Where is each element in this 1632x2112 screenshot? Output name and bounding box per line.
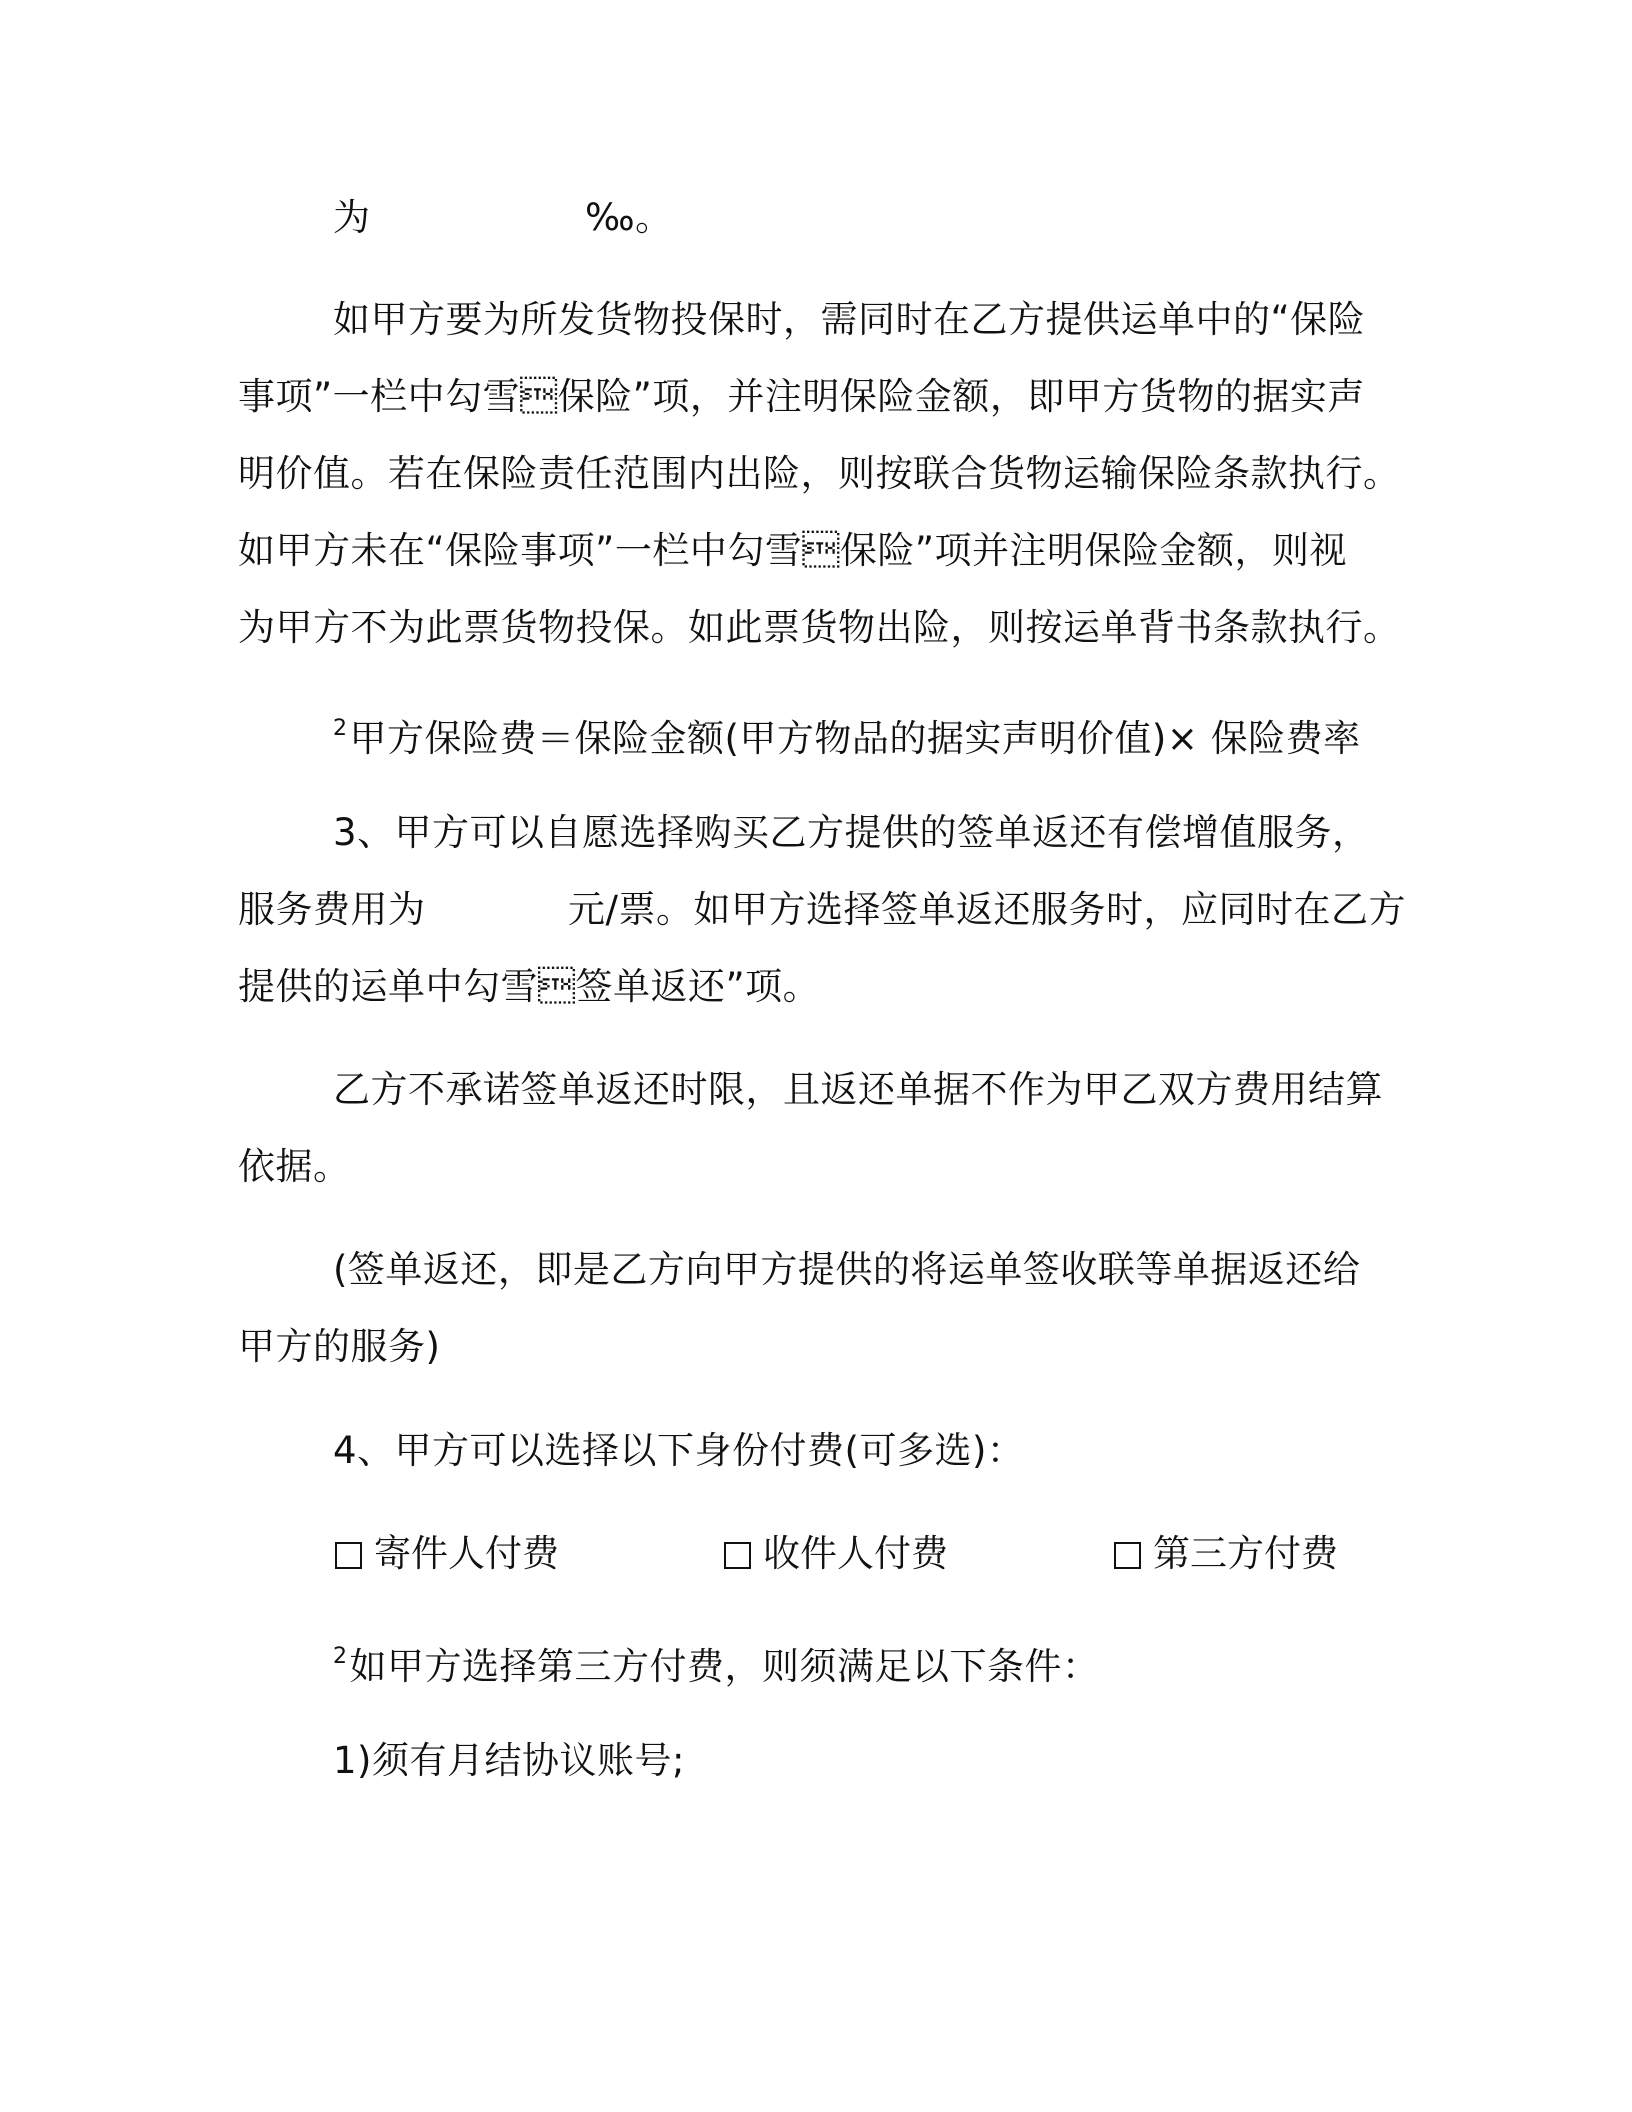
text-fragment: ‰。 <box>585 196 673 239</box>
option-label: 收件人付费 <box>763 1532 948 1575</box>
text-line-18: 1)须有月结协议账号; <box>333 1739 685 1782</box>
checkbox-third-party-pays[interactable] <box>1114 1542 1141 1569</box>
option-sender-pays[interactable] <box>335 1528 559 1580</box>
formula-line <box>333 703 1361 765</box>
option-third-party-pays[interactable] <box>1114 1528 1338 1580</box>
text-line-13: (签单返还，即是乙方向甲方提供的将运单签收联等单据返还给 <box>333 1248 1361 1291</box>
text-line-1 <box>333 192 673 244</box>
text-line-15: 4、甲方可以选择以下身份付费(可多选)： <box>333 1429 1025 1472</box>
text-line-2: 如甲方要为所发货物投保时，需同时在乙方提供运单中的“保险 <box>333 298 1366 341</box>
text-line-3: 事项”一栏中勾雪保险”项，并注明保险金额，即甲方货物的据实声 <box>238 375 1365 418</box>
condition-text: 如甲方选择第三方付费，则须满足以下条件： <box>349 1645 1100 1688</box>
text-line-12: 依据。 <box>238 1145 351 1188</box>
text-line-8: 3、甲方可以自愿选择购买乙方提供的签单返还有偿增值服务， <box>333 811 1370 854</box>
superscript-marker: 2 <box>333 716 348 741</box>
option-receiver-pays[interactable] <box>724 1528 948 1580</box>
formula-text: 甲方保险费＝保险金额(甲方物品的据实声明价值)× 保险费率 <box>349 717 1361 760</box>
superscript-marker: 2 <box>333 1644 348 1669</box>
text-fragment: 元/票。如甲方选择签单返还服务时，应同时在乙方 <box>568 888 1406 931</box>
text-line-5: 如甲方未在“保险事项”一栏中勾雪保险”项并注明保险金额，则视 <box>238 529 1348 572</box>
text-line-14: 甲方的服务) <box>238 1325 441 1368</box>
checkbox-sender-pays[interactable] <box>335 1542 362 1569</box>
text-line-4: 明价值。若在保险责任范围内出险，则按联合货物运输保险条款执行。 <box>238 452 1401 495</box>
text-fragment: 为 <box>333 196 371 239</box>
text-line-11: 乙方不承诺签单返还时限，且返还单据不作为甲乙双方费用结算 <box>333 1068 1383 1111</box>
text-line-9 <box>238 884 1406 936</box>
text-fragment: 服务费用为 <box>238 888 426 931</box>
checkbox-receiver-pays[interactable] <box>724 1542 751 1569</box>
text-line-10: 提供的运单中勾雪签单返还”项。 <box>238 965 821 1008</box>
option-label: 第三方付费 <box>1153 1532 1338 1575</box>
condition-line <box>333 1631 1100 1693</box>
option-label: 寄件人付费 <box>374 1532 559 1575</box>
text-line-6: 为甲方不为此票货物投保。如此票货物出险，则按运单背书条款执行。 <box>238 606 1401 649</box>
